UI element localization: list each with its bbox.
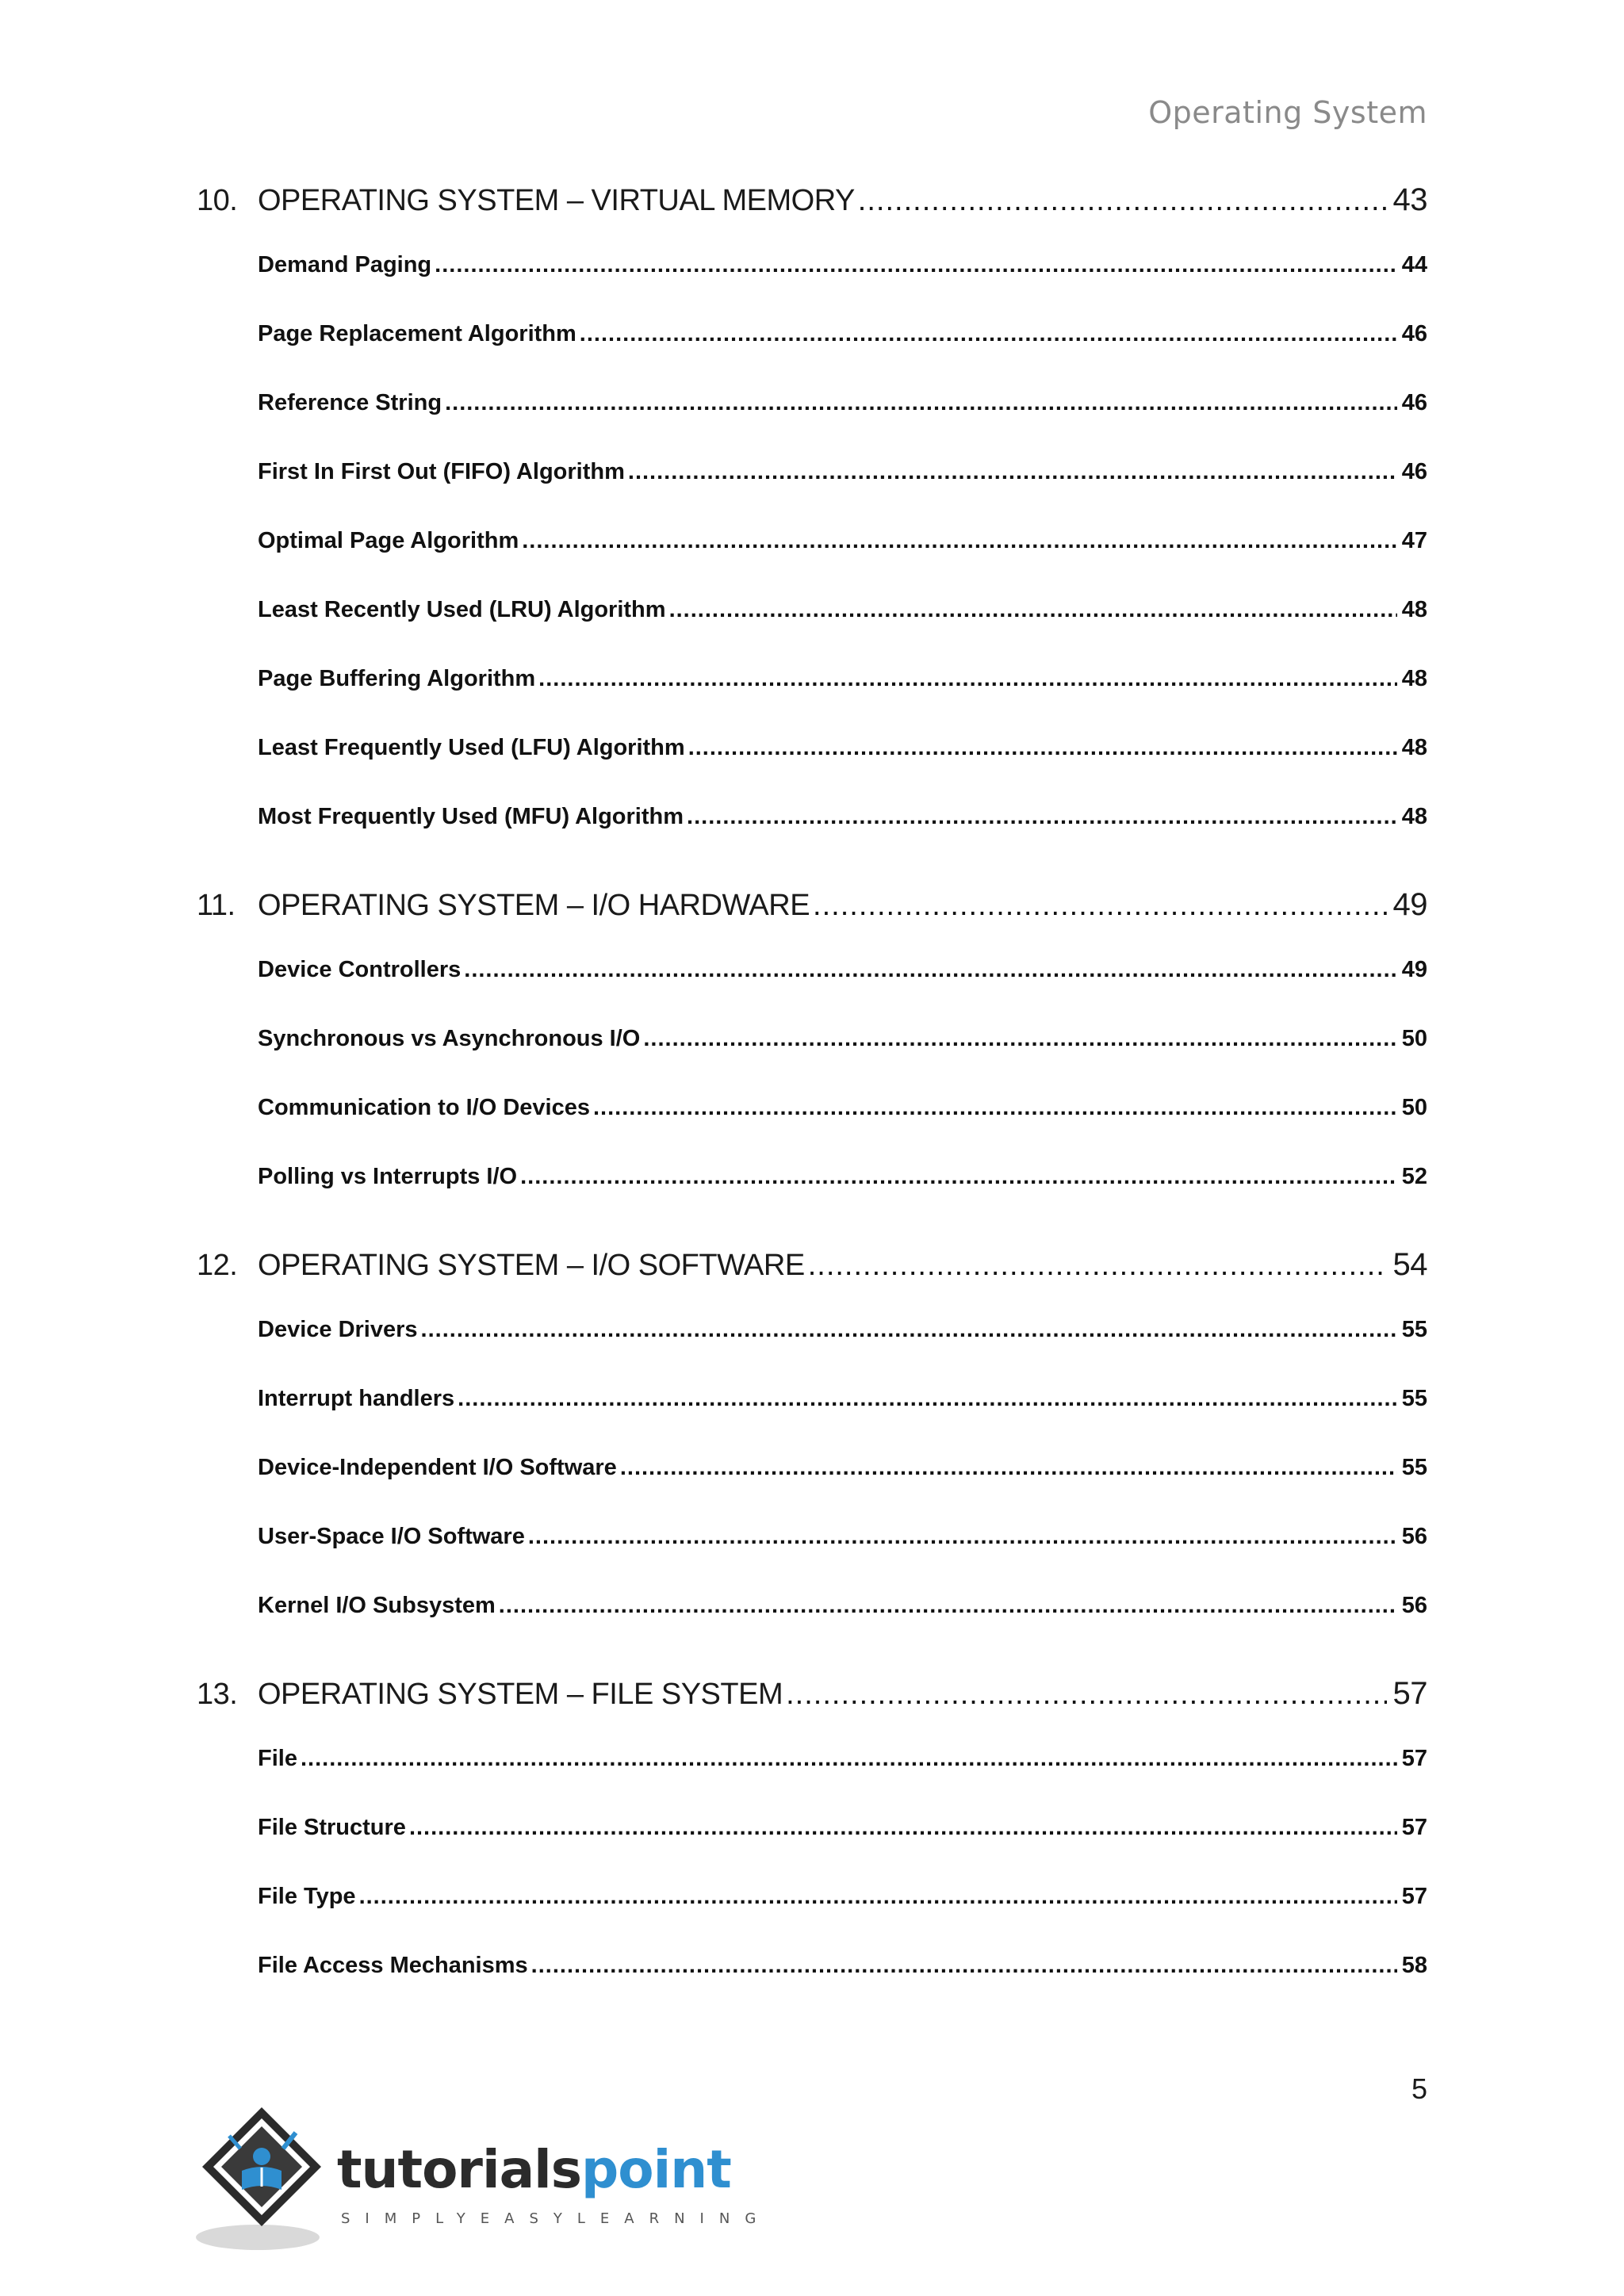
toc-entry-title: File Access Mechanisms	[258, 1953, 528, 1978]
toc-chapter-row[interactable]	[197, 182, 1427, 252]
toc-entry-title: Page Buffering Algorithm	[258, 666, 536, 691]
toc-chapter-page: 54	[1392, 1247, 1427, 1282]
toc-entry-row[interactable]	[258, 1164, 1427, 1233]
toc-entry-title: Device Controllers	[258, 957, 462, 982]
toc-entry-row[interactable]	[258, 597, 1427, 666]
toc-dot-leader	[435, 252, 1397, 278]
toc-entry-page: 46	[1401, 459, 1427, 484]
logo-emblem-icon	[194, 2101, 337, 2260]
toc-dot-leader	[688, 735, 1397, 761]
toc-chapter-row[interactable]	[197, 1676, 1427, 1746]
toc-entry-page: 55	[1401, 1455, 1427, 1480]
toc-dot-leader	[580, 321, 1397, 347]
toc-entry-row[interactable]	[258, 1386, 1427, 1455]
logo-wordmark	[337, 2139, 731, 2200]
toc-chapter-title: OPERATING SYSTEM – I/O SOFTWARE	[258, 1249, 805, 1282]
toc-entry-page: 50	[1401, 1095, 1427, 1120]
toc-entry-page: 48	[1401, 804, 1427, 829]
toc-entry-row[interactable]	[258, 666, 1427, 735]
toc-entry-row[interactable]	[258, 804, 1427, 873]
toc-entry-page: 56	[1401, 1524, 1427, 1549]
toc-entry-page: 48	[1401, 666, 1427, 691]
toc-entry-row[interactable]	[258, 1953, 1427, 2022]
toc-entry-row[interactable]	[258, 528, 1427, 597]
toc-entry-page: 55	[1401, 1386, 1427, 1411]
toc-chapter-number: 12.	[197, 1249, 238, 1282]
toc-dot-leader	[464, 957, 1396, 983]
toc-entry-page: 57	[1401, 1746, 1427, 1771]
toc-dot-leader	[359, 1884, 1397, 1910]
toc-entry-page: 49	[1401, 957, 1427, 982]
logo-tagline: SIMPLYEASYLEARNING	[341, 2210, 772, 2227]
toc-entry-page: 46	[1401, 390, 1427, 415]
toc-entry-title: Optimal Page Algorithm	[258, 528, 519, 553]
toc-chapter-page: 57	[1392, 1676, 1427, 1711]
toc-entry-title: Demand Paging	[258, 252, 432, 277]
toc-dot-leader	[520, 1164, 1397, 1190]
toc-entry-row[interactable]	[258, 1455, 1427, 1524]
toc-entry-page: 44	[1401, 252, 1427, 277]
toc-dot-leader	[421, 1317, 1397, 1343]
page-number: 5	[1411, 2072, 1427, 2105]
toc-chapter-row[interactable]	[197, 1247, 1427, 1317]
toc-entry-row[interactable]	[258, 1317, 1427, 1386]
toc-dot-leader	[593, 1095, 1397, 1121]
toc-chapter-title: OPERATING SYSTEM – VIRTUAL MEMORY	[258, 184, 855, 217]
toc-entry-title: Synchronous vs Asynchronous I/O	[258, 1026, 641, 1051]
toc-entry-title: User-Space I/O Software	[258, 1524, 525, 1549]
toc-entry-title: Polling vs Interrupts I/O	[258, 1164, 518, 1189]
toc-entry-row[interactable]	[258, 1026, 1427, 1095]
toc-entry-title: Communication to I/O Devices	[258, 1095, 590, 1120]
toc-dot-leader	[687, 804, 1397, 830]
toc-dot-leader	[628, 459, 1397, 485]
toc-entry-title: File Structure	[258, 1815, 406, 1840]
toc-entry-page: 52	[1401, 1164, 1427, 1189]
toc-entry-page: 48	[1401, 597, 1427, 622]
toc-entry-row[interactable]	[258, 321, 1427, 390]
toc-entry-page: 48	[1401, 735, 1427, 760]
toc-chapter-number: 10.	[197, 184, 238, 217]
toc-chapter-page: 43	[1392, 182, 1427, 217]
logo-wordmark-part1: tutorials	[337, 2139, 582, 2200]
toc-dot-leader	[409, 1815, 1397, 1841]
toc-entry-page: 58	[1401, 1953, 1427, 1978]
toc-entry-page: 50	[1401, 1026, 1427, 1051]
toc-dot-leader	[499, 1593, 1397, 1619]
toc-entry-title: First In First Out (FIFO) Algorithm	[258, 459, 625, 484]
toc-chapter-title: OPERATING SYSTEM – FILE SYSTEM	[258, 1678, 783, 1711]
toc-entry-row[interactable]	[258, 252, 1427, 321]
toc-entry-page: 57	[1401, 1815, 1427, 1840]
toc-dot-leader	[808, 1249, 1387, 1283]
toc-dot-leader	[531, 1953, 1397, 1979]
table-of-contents	[197, 182, 1427, 2022]
toc-entry-title: File	[258, 1746, 297, 1771]
toc-entry-title: Device-Independent I/O Software	[258, 1455, 617, 1480]
toc-entry-row[interactable]	[258, 1593, 1427, 1662]
toc-chapter-number: 11.	[197, 889, 236, 922]
toc-entry-row[interactable]	[258, 1095, 1427, 1164]
toc-dot-leader	[445, 390, 1397, 416]
toc-dot-leader	[786, 1678, 1386, 1712]
toc-entry-page: 57	[1401, 1884, 1427, 1909]
toc-entry-row[interactable]	[258, 1815, 1427, 1884]
toc-entry-row[interactable]	[258, 459, 1427, 528]
logo-wordmark-part2: point	[581, 2139, 731, 2200]
toc-dot-leader	[643, 1026, 1396, 1052]
running-header: Operating System	[1148, 95, 1427, 130]
toc-entry-title: Interrupt handlers	[258, 1386, 455, 1411]
toc-entry-page: 56	[1401, 1593, 1427, 1618]
toc-entry-row[interactable]	[258, 1884, 1427, 1953]
toc-entry-row[interactable]	[258, 957, 1427, 1026]
toc-chapter-page: 49	[1392, 887, 1427, 922]
toc-dot-leader	[538, 666, 1397, 692]
toc-dot-leader	[528, 1524, 1397, 1550]
toc-chapter-row[interactable]	[197, 887, 1427, 957]
toc-dot-leader	[669, 597, 1397, 623]
toc-chapter-number: 13.	[197, 1678, 238, 1711]
toc-entry-title: Most Frequently Used (MFU) Algorithm	[258, 804, 684, 829]
tutorialspoint-logo	[194, 2101, 772, 2260]
toc-entry-row[interactable]	[258, 1524, 1427, 1593]
toc-entry-page: 55	[1401, 1317, 1427, 1342]
toc-entry-title: File Type	[258, 1884, 356, 1909]
toc-dot-leader	[458, 1386, 1397, 1412]
toc-entry-title: Reference String	[258, 390, 442, 415]
toc-entry-page: 47	[1401, 528, 1427, 553]
toc-entry-row[interactable]	[258, 1746, 1427, 1815]
toc-dot-leader	[813, 889, 1386, 923]
toc-entry-title: Least Frequently Used (LFU) Algorithm	[258, 735, 685, 760]
toc-entry-title: Page Replacement Algorithm	[258, 321, 576, 346]
toc-dot-leader	[620, 1455, 1397, 1481]
toc-entry-row[interactable]	[258, 735, 1427, 804]
toc-dot-leader	[858, 184, 1387, 218]
toc-entry-page: 46	[1401, 321, 1427, 346]
toc-entry-title: Device Drivers	[258, 1317, 418, 1342]
toc-dot-leader	[522, 528, 1396, 554]
toc-entry-title: Kernel I/O Subsystem	[258, 1593, 496, 1618]
toc-dot-leader	[301, 1746, 1397, 1772]
toc-chapter-title: OPERATING SYSTEM – I/O HARDWARE	[258, 889, 810, 922]
toc-entry-title: Least Recently Used (LRU) Algorithm	[258, 597, 666, 622]
toc-entry-row[interactable]	[258, 390, 1427, 459]
